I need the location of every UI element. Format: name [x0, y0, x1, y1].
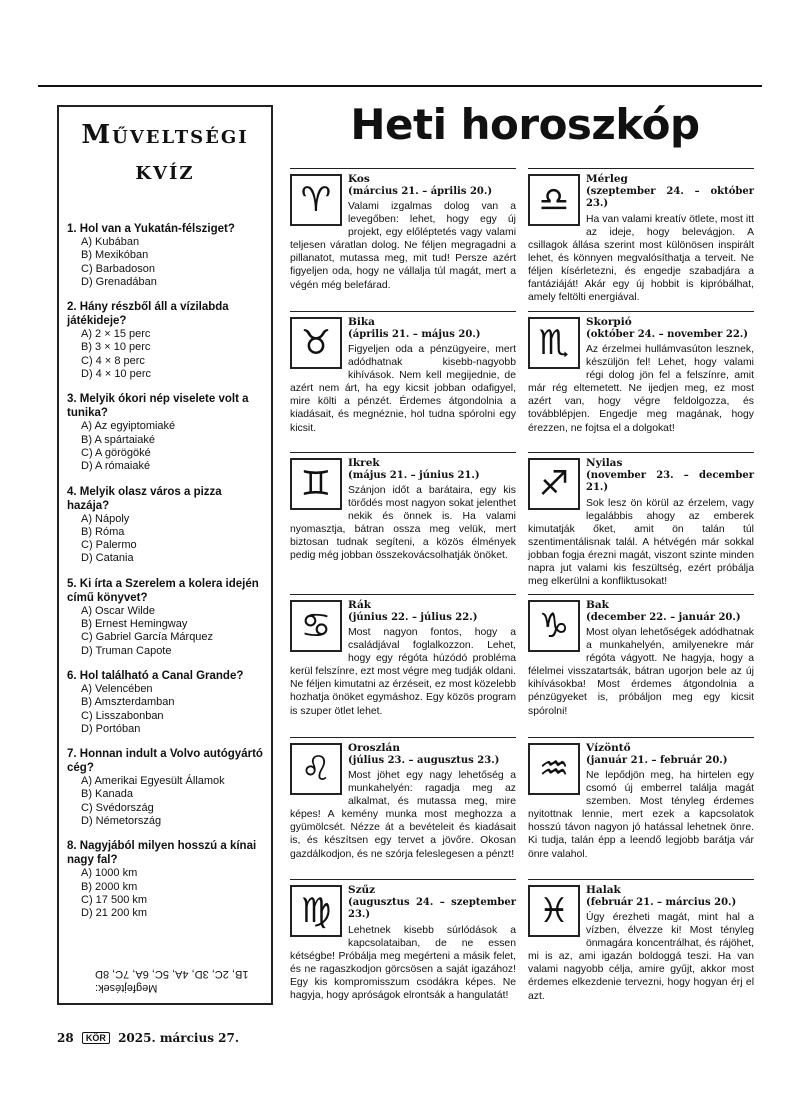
- answer-option: C) 4 × 8 perc: [81, 354, 145, 367]
- sign-text: Lehetnek kisebb súrlódások a kapcsolataiban, de ne essen kétségbe! Próbálja meg megérteni a másik felet, és ne ragaszkodjon görcsösen a saját igazához! Egy kis kompromisszum csodákra képes. Ne hagyja, hogy apróságok elrontsák a hangulatát!: [290, 924, 516, 1001]
- sign-name: Rák: [348, 599, 372, 611]
- quiz-question: [67, 485, 267, 566]
- horoscope-title: Heti horoszkóp: [350, 100, 700, 149]
- sign-pisces: [528, 879, 754, 1020]
- sign-leo: [290, 737, 516, 878]
- sagittarius-icon: ♐: [528, 458, 580, 510]
- answer-option: B) Amszterdamban: [81, 696, 175, 709]
- sign-name: Kos: [348, 173, 370, 185]
- sign-libra: [528, 168, 754, 309]
- answer-option: C) Barbadoson: [81, 262, 155, 275]
- page-number: 28: [57, 1031, 74, 1045]
- answer-option: A) 1000 km: [81, 867, 138, 880]
- sign-dates: (május 21. – június 21.): [348, 469, 480, 481]
- aries-icon: ♈: [290, 174, 342, 226]
- sign-dates: (február 21. – március 20.): [586, 896, 737, 908]
- sign-text: Most jöhet egy nagy lehetőség a munkahelyén: ragadja meg az alkalmat, és mutassa meg, mire képes! A kemény munka most meghozza a gyümölcsét. Nézze át a bevételeit és kiadásait is, és készítsen egy tervet a jövőre. Okosan gazdálkodjon, és ne szórja feleslegesen a pénzt!: [290, 770, 516, 860]
- quiz-question: [67, 577, 267, 658]
- answer-option: D) A rómaiaké: [81, 460, 151, 473]
- sign-sagittarius: [528, 452, 754, 593]
- sign-name: Nyilas: [586, 457, 623, 469]
- answer-option: D) 4 × 10 perc: [81, 368, 152, 381]
- question-text: 2. Hány részből áll a vízilabda játékideje?: [67, 301, 229, 328]
- question-text: 8. Nagyjából milyen hosszú a kínai nagy fal?: [67, 840, 257, 867]
- sign-aries: [290, 168, 516, 309]
- sign-name: Halak: [586, 884, 621, 896]
- answer-option: C) A görögöké: [81, 446, 151, 459]
- sign-dates: (december 22. – január 20.): [586, 611, 741, 623]
- answer-option: C) Gabriel García Márquez: [81, 631, 214, 644]
- sign-dates: (március 21. – április 20.): [348, 185, 493, 197]
- sign-text: Most nagyon fontos, hogy a családjával foglalkozzon. Lehet, hogy egy régóta húzódó probléma kerül felszínre, ezt most végre meg tudják oldani. Ne féljen kimutatni az érzéseit, ez most közelebb hozhatja önöket egymáshoz. Egy közös program is szuper ötlet lehet.: [290, 627, 516, 717]
- sign-text: Az érzelmei hullámvasúton lesznek, készüljön fel! Lehet, hogy valami régi dolog jön fel a felszínre, amit már rég eltemetett. Ne ijedjen meg, ez most azért van, hogy végre feldolgozza, és továbblépjen. Engedje meg magának, hogy érezzen, ne fojtsa el a dolgokat!: [528, 344, 754, 434]
- question-text: 5. Ki írta a Szerelem a kolera idején című könyvet?: [67, 577, 259, 604]
- quiz-title: [59, 117, 271, 189]
- quiz-question: [67, 222, 267, 289]
- sign-dates: (augusztus 24. – szeptember 23.): [348, 896, 516, 920]
- answer-option: C) 17 500 km: [81, 893, 148, 906]
- answer-option: D) Grenadában: [81, 275, 157, 288]
- answers-label: Megfejtések:: [95, 982, 158, 994]
- quiz-question: [67, 300, 267, 381]
- sign-gemini: [290, 452, 516, 593]
- sign-virgo: [290, 879, 516, 1020]
- question-text: 1. Hol van a Yukatán-félsziget?: [67, 223, 235, 235]
- sign-name: Vízöntő: [586, 742, 631, 754]
- answer-option: D) 21 200 km: [81, 907, 148, 920]
- answer-option: A) Kubában: [81, 236, 140, 248]
- answer-option: C) Svédország: [81, 801, 154, 814]
- sign-text: Ha van valami kreatív ötlete, most itt az ideje, hogy belevágjon. A csillagok állása szerint most különösen inspirált lehet, és könnyen megvalósíthatja a terveit. Ne féljen kísérletezni, és engedje szabadjára a fantáziáját! Akár egy új hobbit is kipróbálhat, amely feltölti energiával.: [528, 213, 754, 304]
- sign-dates: (április 21. – május 20.): [348, 328, 481, 340]
- sign-name: Mérleg: [586, 173, 628, 185]
- scorpio-icon: ♏: [528, 317, 580, 369]
- answer-option: B) Róma: [81, 525, 125, 538]
- question-text: 3. Melyik ókori nép viselete volt a tunika?: [67, 393, 249, 420]
- sign-name: Skorpió: [586, 316, 632, 328]
- answer-option: C) Lisszabonban: [81, 709, 164, 722]
- capricorn-icon: ♑: [528, 600, 580, 652]
- answer-option: D) Truman Capote: [81, 644, 172, 657]
- sign-taurus: [290, 311, 516, 452]
- answer-option: A) Velencében: [81, 682, 153, 695]
- answer-option: A) 2 × 15 perc: [81, 328, 151, 341]
- sign-dates: (szeptember 24. – október 23.): [586, 185, 754, 209]
- sign-text: Szánjon időt a barátaira, egy kis törődés most nagyon sokat jelenthet nekik és önnek is. Ha valami nyomasztja, bátran ossza meg velük, mert biztosan tudnak segíteni, a közös élmények pedig még jobban összekovácsolhatják önöket.: [290, 485, 516, 562]
- pisces-icon: ♓: [528, 885, 580, 937]
- sign-aquarius: [528, 737, 754, 878]
- sign-text: Ne lepődjön meg, ha hirtelen egy csomó új emberrel találja magát szemben. Most tényleg érdemes nyitottnak lennie, mert ezek a kapcsolatok hosszú távon nagyon jó hatással lehetnek önre. Ki tudja, talán épp a leendő legjobb barátja vár önre valahol.: [528, 770, 754, 860]
- quiz-title-line-2: kvíz: [135, 156, 195, 186]
- sign-scorpio: [528, 311, 754, 452]
- sign-text: Valami izgalmas dolog van a levegőben: lehet, hogy egy új projekt, egy előléptetés vagy valami teljesen váratlan dolog. Ne féljen megragadni a pillanatot, mutassa meg, mit tud! Persze azért figyeljen oda, hogy ne vállalja túl magát, mert a végén még belefárad.: [290, 201, 516, 291]
- answer-option: B) Kanada: [81, 788, 133, 801]
- quiz-question: [67, 839, 267, 920]
- sign-dates: (január 21. – február 20.): [586, 754, 728, 766]
- top-rule: [38, 85, 762, 87]
- answer-option: D) Németország: [81, 815, 162, 828]
- answer-option: B) 3 × 10 perc: [81, 341, 151, 354]
- sign-name: Szűz: [348, 884, 376, 896]
- sign-text: Sok lesz ön körül az érzelem, vagy legalábbis ahogy az emberek kimutatják őket, amit ön talán túl szentimentálisnak talál. A hétvégén már sokkal jobban fogja érezni magát, viszont szinte minden napra jut valami kis feszültség, ezért próbálja meg elkerülni a konfliktusokat!: [528, 497, 754, 588]
- sign-dates: (június 22. – július 22.): [348, 611, 478, 623]
- cancer-icon: ♋: [290, 600, 342, 652]
- quiz-question: [67, 669, 267, 736]
- sign-dates: (október 24. – november 22.): [586, 328, 749, 340]
- sign-text: Figyeljen oda a pénzügyeire, mert adódhatnak kisebb-nagyobb kihívások. Nem kell megijednie, de azért nem árt, ha egy kicsit jobban odafigyel, mire költi a pénzét. Érdemes átgondolnia a kiadásait, és megnéznie, hol tudna spórolni egy kicsit.: [290, 344, 516, 434]
- answer-option: A) Nápoly: [81, 512, 130, 525]
- question-text: 4. Melyik olasz város a pizza hazája?: [67, 485, 222, 512]
- answer-option: D) Portóban: [81, 722, 141, 735]
- question-text: 6. Hol található a Canal Grande?: [67, 669, 244, 682]
- answers-text: 1B, 2C, 3D, 4A, 5C, 6A, 7C, 8D: [95, 968, 249, 980]
- answer-option: B) Mexikóban: [81, 249, 149, 262]
- page-footer: [57, 1031, 239, 1045]
- aquarius-icon: ♒: [528, 743, 580, 795]
- answer-option: B) 2000 km: [81, 880, 138, 893]
- taurus-icon: ♉: [290, 317, 342, 369]
- sign-capricorn: [528, 594, 754, 735]
- issue-date: 2025. március 27.: [118, 1031, 240, 1045]
- sign-name: Bika: [348, 316, 375, 328]
- sign-dates: (július 23. – augusztus 23.): [348, 754, 500, 766]
- answer-option: B) A spártaiaké: [81, 433, 155, 446]
- sign-dates: (november 23. – december 21.): [586, 469, 754, 493]
- sign-name: Bak: [586, 599, 609, 611]
- answer-option: A) Az egyiptomiaké: [81, 420, 176, 433]
- quiz-answers-upside-down: [95, 967, 321, 995]
- libra-icon: ♎: [528, 174, 580, 226]
- sign-name: Ikrek: [348, 457, 380, 469]
- magazine-logo: KÖR: [82, 1032, 110, 1044]
- answer-option: A) Oscar Wilde: [81, 604, 155, 617]
- sign-name: Oroszlán: [348, 742, 400, 754]
- answer-option: A) Amerikai Egyesült Államok: [81, 775, 225, 788]
- sign-text: Úgy érezheti magát, mint hal a vízben, élvezze ki! Most tényleg önmagára koncentrálhat, és rájöhet, mi is az, ami igazán boldoggá teszi. Ha van valami nagyobb célja, amire gyűjt, akkor most érdemes elkezdenie tervezni, hogy hogyan érj el azt.: [528, 912, 754, 1002]
- sign-text: Most olyan lehetőségek adódhatnak a munkahelyén, amilyenekre már régóta vágyott. Ne hagyja, hogy a félelmei visszatartsák, bátran ugorjon bele az új kihívásokba! Most érdemes átgondolnia a pénzügyeket is, próbáljon meg egy kicsit spórolni!: [528, 627, 754, 717]
- quiz-question: [67, 747, 267, 828]
- answer-option: C) Palermo: [81, 539, 137, 552]
- quiz-title-line-1: Műveltségi: [81, 120, 249, 150]
- quiz-box: [57, 105, 273, 1005]
- answer-option: B) Ernest Hemingway: [81, 618, 188, 631]
- gemini-icon: ♊: [290, 458, 342, 510]
- quiz-question-list: [67, 222, 267, 932]
- virgo-icon: ♍: [290, 885, 342, 937]
- question-text: 7. Honnan indult a Volvo autógyártó cég?: [67, 748, 263, 775]
- quiz-question: [67, 392, 267, 473]
- sign-cancer: [290, 594, 516, 735]
- leo-icon: ♌: [290, 743, 342, 795]
- answer-option: D) Catania: [81, 552, 134, 565]
